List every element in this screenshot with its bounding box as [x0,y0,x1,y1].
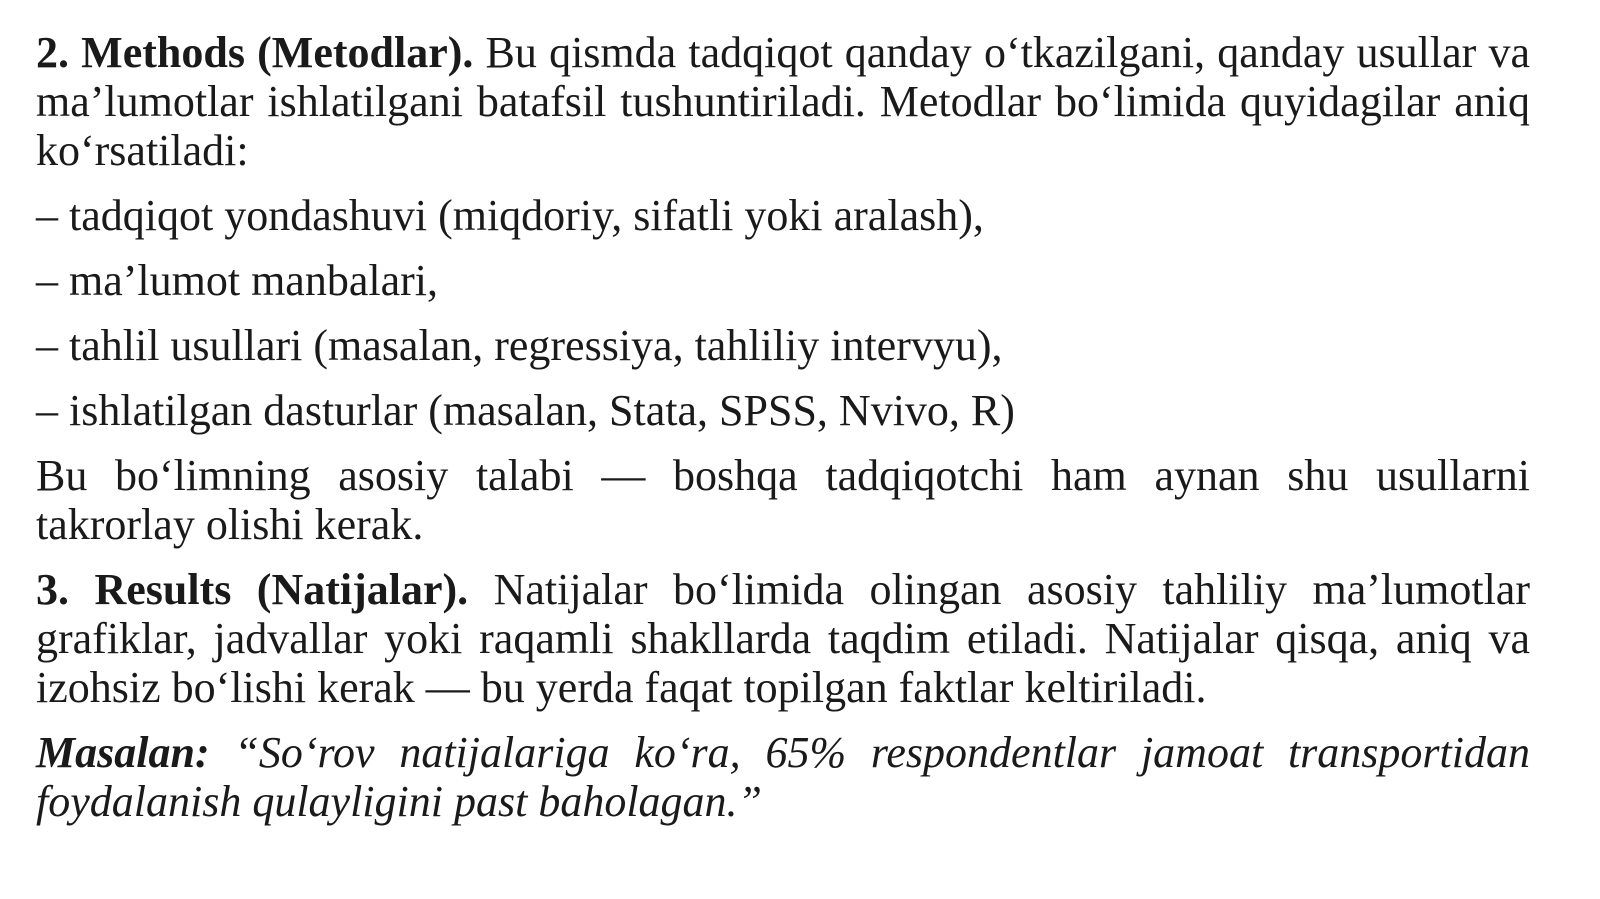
example-label: Masalan: [36,728,210,777]
methods-intro-text: Bu qismda tadqiqot qanday o‘tkazilgani, qanday usullar va ma’lumotlar ishlatilgani batafsil tushuntiriladi. Metodlar bo‘limida quyidagilar aniq ko‘rsatiladi: [36,28,1530,175]
results-heading: 3. Results (Natijalar). [36,565,469,614]
example-paragraph [36,728,1530,826]
list-item: – ma’lumot manbalari, [36,256,438,305]
list-item: – tadqiqot yondashuvi (miqdoriy, sifatli yoki aralash), [36,191,984,240]
methods-heading: 2. Methods (Metodlar). [36,28,474,77]
list-item: – ishlatilgan dasturlar (masalan, Stata, SPSS, Nvivo, R) [36,386,1015,435]
list-item: – tahlil usullari (masalan, regressiya, tahliliy intervyu), [36,321,1003,370]
methods-requirement-paragraph: Bu bo‘limning asosiy talabi — boshqa tadqiqotchi ham aynan shu usullarni takrorlay olishi kerak. [36,451,1530,549]
results-body-text: Natijalar bo‘limida olingan asosiy tahliliy ma’lumotlar grafiklar, jadvallar yoki raqamli shakllarda taqdim etiladi. Natijalar qisqa, aniq va izohsiz bo‘lishi kerak — bu yerda faqat topilgan faktlar keltiriladi. [36,565,1530,712]
document-page [36,28,1530,826]
methods-paragraph [36,28,1530,175]
results-paragraph [36,565,1530,712]
methods-list [36,191,1530,435]
example-quote: “So‘rov natijalariga ko‘ra, 65% respondentlar jamoat transportidan foydalanish qulayligini past baholagan.” [36,728,1530,826]
